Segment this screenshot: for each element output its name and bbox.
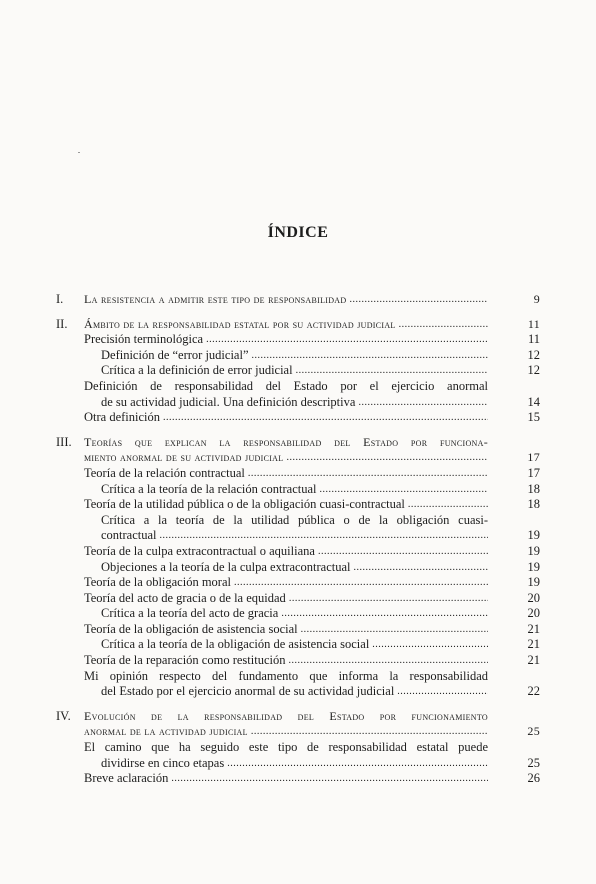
toc-entry-label: Crítica a la teoría de la relación contractual [101,481,317,496]
toc-entry[interactable] [0,771,596,787]
toc-entry-text-wrap [101,560,488,576]
toc-entry-page: 12 [527,347,540,362]
toc-entry-label: Crítica a la teoría de la utilidad pública o de la obligación cuasi- [101,512,488,527]
page-title: ÍNDICE [267,224,329,241]
toc-entry[interactable] [0,606,596,622]
toc-entry-text-wrap [101,348,488,364]
toc-entry-page: 19 [527,559,540,574]
toc-entry-label: Teoría del acto de gracia o de la equidad [84,590,286,605]
toc-entry-page: 21 [527,653,540,668]
dot-leader [298,622,488,638]
toc-entry[interactable] [0,379,596,395]
toc-entry-text-wrap [84,450,488,466]
toc-entry-page: 19 [527,575,540,590]
dot-leader [248,724,488,740]
dot-leader [278,606,488,622]
toc-entry-text-wrap [84,575,488,591]
toc-entry-text-wrap [101,528,488,544]
toc-entry-text-wrap [101,395,488,411]
toc-entry-text-wrap [101,684,488,700]
toc-entry[interactable] [0,591,596,607]
toc-entry-page: 20 [527,590,540,605]
toc-entry[interactable] [0,653,596,669]
toc-entry[interactable] [0,435,596,451]
toc-entry-label: del Estado por el ejercicio anormal de su actividad judicial [101,684,395,699]
toc-entry[interactable] [0,575,596,591]
dot-leader [346,292,488,308]
toc-entry-label: Crítica a la definición de error judicial [101,363,293,378]
section-gap [0,700,596,709]
dot-leader [394,684,488,700]
toc-entry-page: 21 [527,621,540,636]
toc-entry-text-wrap [84,497,488,513]
dot-leader [203,332,488,348]
toc-entry-label: Ámbito de la responsabilidad estatal por su actividad judicial [84,316,396,331]
toc-entry-text-wrap [84,332,488,348]
toc-entry-page: 11 [527,332,540,347]
toc-entry-label: Teoría de la relación contractual [84,465,245,480]
toc-entry[interactable] [0,709,596,725]
toc-entry-text-wrap [84,591,488,607]
toc-entry[interactable] [0,528,596,544]
toc-entry[interactable] [0,348,596,364]
toc-entry-page: 14 [527,394,540,409]
toc-entry-text-wrap [84,709,488,725]
toc-entry-label: Teorías que explican la responsabilidad del Estado por funciona- [84,434,488,449]
toc-entry-label: Objeciones a la teoría de la culpa extracontractual [101,559,351,574]
section-gap [0,308,596,317]
toc-section [0,317,596,426]
toc-entry[interactable] [0,622,596,638]
toc-entry[interactable] [0,740,596,756]
toc-entry-label: Mi opinión respecto del fundamento que informa la responsabilidad [84,668,488,683]
toc-section [0,292,596,308]
toc-entry[interactable] [0,724,596,740]
toc-entry-text-wrap [84,771,488,787]
dot-leader [286,591,488,607]
toc-entry[interactable] [0,482,596,498]
toc-entry[interactable] [0,466,596,482]
dot-leader [157,528,488,544]
toc-entry[interactable] [0,450,596,466]
toc-entry-text-wrap [84,740,488,756]
toc-entry-label: anormal de la actividad judicial [84,724,248,739]
toc-entry-label: Breve aclaración [84,771,169,786]
toc-entry-label: Teoría de la reparación como restitución [84,653,286,668]
section-number: IV. [56,708,71,723]
toc-entry-page: 22 [527,684,540,699]
toc-entry-label: dividirse en cinco etapas [101,755,225,770]
toc-entry-page: 15 [527,410,540,425]
dot-leader [369,637,488,653]
toc-entry-label: Teoría de la culpa extracontractual o aquiliana [84,543,315,558]
section-number: III. [56,434,72,449]
toc-section [0,709,596,787]
toc-entry-label: Teoría de la obligación de asistencia social [84,621,298,636]
toc-entry-page: 21 [527,637,540,652]
toc-entry-label: de su actividad judicial. Una definición descriptiva [101,394,356,409]
toc-entry-page: 19 [527,543,540,558]
toc-entry-text-wrap [84,379,488,395]
dot-leader [355,395,488,411]
toc-entry-text-wrap [84,669,488,685]
toc-entry-label: Definición de “error judicial” [101,347,249,362]
toc-entry-text-wrap [101,756,488,772]
toc-entry-page: 17 [527,465,540,480]
toc-entry-text-wrap [84,410,488,426]
toc-entry[interactable] [0,292,596,308]
toc-entry-text-wrap [84,544,488,560]
dot-leader [224,756,488,772]
toc-entry[interactable] [0,363,596,379]
dot-leader [317,482,488,498]
toc-entry[interactable] [0,560,596,576]
toc-entry-page: 18 [527,497,540,512]
toc-entry-text-wrap [84,435,488,451]
toc-entry-text-wrap [84,292,488,308]
toc-entry-page: 20 [527,606,540,621]
toc-entry-text-wrap [101,606,488,622]
toc-entry-label: Evolución de la responsabilidad del Estado por funcionamiento [84,708,488,723]
toc-entry-text-wrap [101,482,488,498]
toc-entry[interactable] [0,684,596,700]
dot-leader [160,410,488,426]
toc-entry[interactable] [0,497,596,513]
toc-entry-label: Crítica a la teoría del acto de gracia [101,606,279,621]
toc-entry[interactable] [0,756,596,772]
toc-entry-text-wrap [84,317,488,333]
dot-leader [293,363,488,379]
toc-entry-label: Teoría de la utilidad pública o de la obligación cuasi-contractual [84,497,405,512]
toc-entry-text-wrap [101,637,488,653]
toc-entry-page: 25 [527,724,540,739]
toc-entry-text-wrap [101,363,488,379]
toc-entry[interactable] [0,513,596,529]
dot-leader [351,560,488,576]
toc-entry[interactable] [0,544,596,560]
toc-entry-text-wrap [84,653,488,669]
dot-leader [231,575,488,591]
dot-leader [245,466,488,482]
section-gap [0,426,596,435]
toc-entry-label: El camino que ha seguido este tipo de responsabilidad estatal puede [84,740,488,755]
toc-entry-label: Precisión terminológica [84,332,204,347]
dot-leader [315,544,488,560]
toc-entry-page: 9 [533,292,540,306]
toc-entry-text-wrap [84,466,488,482]
dot-leader [283,450,488,466]
toc-entry-page: 11 [527,316,540,331]
toc-entry-page: 25 [527,755,540,770]
toc-entry[interactable] [0,317,596,333]
toc-entry-text-wrap [84,622,488,638]
section-number: II. [56,316,68,331]
paper-speck [78,152,80,153]
dot-leader [285,653,488,669]
section-number: I. [56,292,64,306]
toc-entry-page: 17 [527,450,540,465]
toc-entry-label: La resistencia a admitir este tipo de responsabilidad [84,292,347,306]
toc-entry-page: 18 [527,481,540,496]
toc-entry-page: 12 [527,363,540,378]
toc-entry-label: miento anormal de su actividad judicial [84,450,284,465]
toc-entry[interactable] [0,332,596,348]
toc-section [0,435,596,700]
toc-entry-text-wrap [84,724,488,740]
toc-entry-text-wrap [101,513,488,529]
toc-entry-label: Crítica a la teoría de la obligación de asistencia social [101,637,370,652]
toc-entry-page: 26 [527,771,540,786]
toc-entry-label: Teoría de la obligación moral [84,575,231,590]
toc-entry[interactable] [0,637,596,653]
table-of-contents [0,292,596,787]
dot-leader [249,348,489,364]
toc-entry[interactable] [0,669,596,685]
toc-entry[interactable] [0,395,596,411]
toc-entry-page: 19 [527,528,540,543]
dot-leader [396,317,488,333]
toc-entry-label: Definición de responsabilidad del Estado por el ejercicio anormal [84,378,488,393]
toc-entry-label: contractual [101,528,157,543]
toc-entry[interactable] [0,410,596,426]
dot-leader [405,497,488,513]
dot-leader [168,771,488,787]
toc-entry-label: Otra definición [84,410,161,425]
